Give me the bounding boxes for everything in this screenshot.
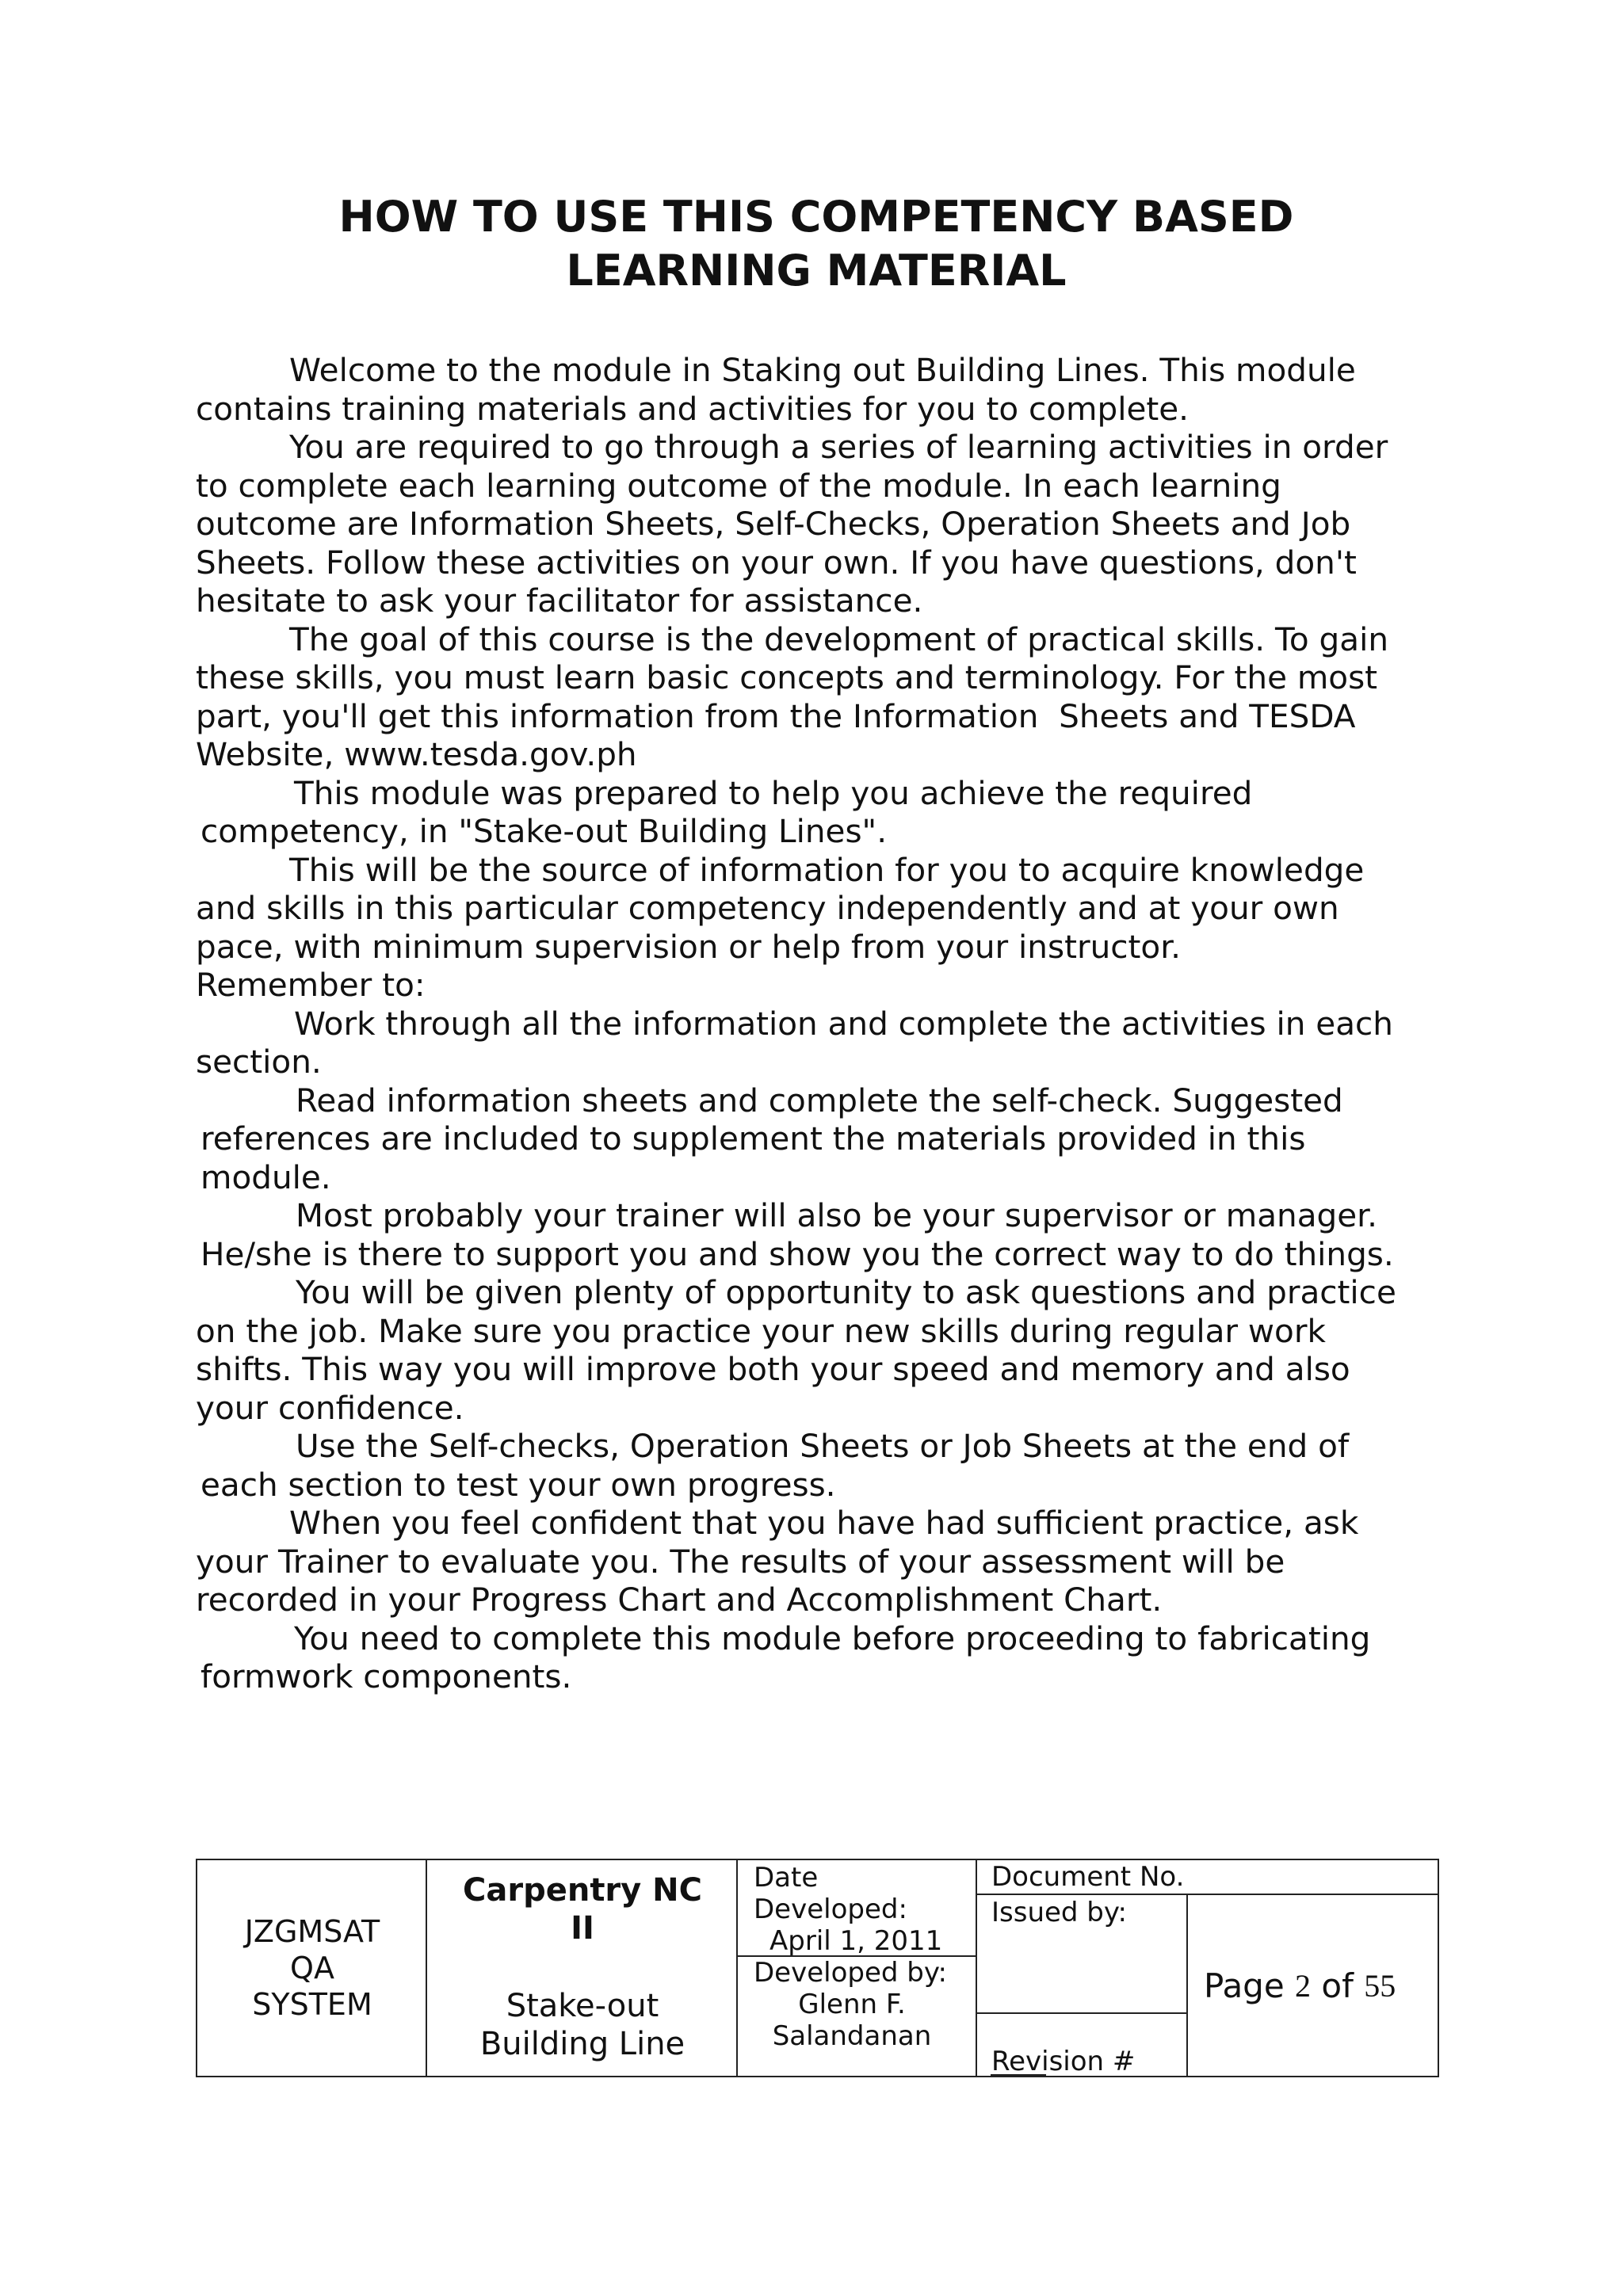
footer-table: [196, 1859, 1439, 2077]
page-title: [238, 190, 1395, 298]
org-line: JZGMSAT: [244, 1914, 380, 1949]
body-line: your confidence.: [196, 1388, 464, 1427]
body-line: You are required to go through a series of learning activities in order: [289, 428, 1388, 466]
page-current: 2: [1295, 1967, 1312, 2004]
page-number-cell: [1188, 1895, 1438, 2076]
body-line: recorded in your Progress Chart and Accomplishment Chart.: [196, 1581, 1163, 1619]
body-line: You will be given plenty of opportunity to ask questions and practice: [296, 1273, 1396, 1311]
developer-name: Glenn F.: [798, 1989, 906, 2020]
page-of: of: [1321, 1966, 1354, 2005]
course-title: [427, 1871, 738, 1947]
body-line: on the job. Make sure you practice your new skills during regular work: [196, 1311, 1326, 1350]
body-line: shifts. This way you will improve both your speed and memory and also: [196, 1350, 1350, 1388]
body-line: He/she is there to support you and show you the correct way to do things.: [200, 1234, 1394, 1273]
body-line: each section to test your own progress.: [200, 1465, 836, 1504]
document-no-label: Document No.: [991, 1861, 1185, 1893]
development-cell: [738, 1860, 977, 2076]
body-line: formwork components.: [200, 1657, 572, 1695]
body-line: Read information sheets and complete the self-check. Suggested: [296, 1081, 1343, 1119]
module-line: Building Line: [479, 2026, 685, 2062]
course-cell: [427, 1860, 738, 2076]
revision-underline: [991, 2074, 1046, 2077]
body-text: [196, 351, 1464, 1696]
body-line: contains training materials and activities for you to complete.: [196, 389, 1190, 428]
date-label: Date: [754, 1862, 819, 1894]
developed-by-label: Developed by:: [754, 1957, 947, 1989]
body-line: these skills, you must learn basic concepts and terminology. For the most: [196, 658, 1378, 696]
date-developed: [754, 1862, 942, 1957]
body-line: and skills in this particular competency independently and at your own: [196, 889, 1339, 927]
developer-name: Salandanan: [772, 2020, 932, 2052]
body-line: The goal of this course is the development of practical skills. To gain: [289, 620, 1388, 658]
developed-by: [754, 1957, 966, 2052]
module-title: [427, 1987, 738, 2063]
issued-revision-cell: [977, 1895, 1188, 2076]
body-line: This module was prepared to help you achieve the required: [294, 773, 1253, 812]
body-line: outcome are Information Sheets, Self-Checks, Operation Sheets and Job: [196, 505, 1351, 543]
body-line: part, you'll get this information from the Information Sheets and TESDA: [196, 696, 1356, 735]
date-value: April 1, 2011: [769, 1925, 943, 1957]
body-line: Use the Self-checks, Operation Sheets or Job Sheets at the end of: [296, 1427, 1350, 1465]
body-line: pace, with minimum supervision or help from your instructor.: [196, 927, 1182, 966]
course-line: II: [571, 1910, 594, 1947]
body-line: When you feel confident that you have had sufficient practice, ask: [289, 1504, 1359, 1542]
page-total: 55: [1364, 1967, 1396, 2004]
body-line: references are included to supplement the materials provided in this: [200, 1119, 1306, 1158]
document-no-cell: [977, 1860, 1438, 1895]
issued-by-label: Issued by:: [991, 1897, 1127, 1928]
body-line: You need to complete this module before proceeding to fabricating: [294, 1619, 1371, 1657]
org-cell: [197, 1860, 427, 2076]
body-line: your Trainer to evaluate you. The results of your assessment will be: [196, 1542, 1285, 1581]
body-line: hesitate to ask your facilitator for assistance.: [196, 582, 923, 620]
body-line: competency, in "Stake-out Building Lines".: [200, 812, 888, 850]
title-line-2: LEARNING MATERIAL: [566, 246, 1067, 296]
title-line-1: HOW TO USE THIS COMPETENCY BASED: [338, 192, 1294, 242]
course-line: Carpentry NC: [463, 1872, 702, 1909]
module-line: Stake-out: [506, 1988, 659, 2024]
body-line: Welcome to the module in Staking out Building Lines. This module: [289, 351, 1356, 389]
body-line: module.: [200, 1158, 331, 1196]
revision-label: Revision #: [991, 2046, 1136, 2077]
body-line: Website, www.tesda.gov.ph: [196, 735, 637, 773]
body-line: to complete each learning outcome of the module. In each learning: [196, 466, 1281, 505]
body-line: This will be the source of information for you to acquire knowledge: [289, 850, 1365, 889]
body-line: Work through all the information and complete the activities in each: [294, 1004, 1393, 1043]
date-label: Developed:: [754, 1894, 907, 1925]
body-line: Remember to:: [196, 966, 426, 1004]
body-line: section.: [196, 1043, 322, 1081]
org-line: QA: [290, 1951, 334, 1985]
page-label: Page: [1204, 1966, 1285, 2005]
body-line: Sheets. Follow these activities on your own. If you have questions, don't: [196, 543, 1357, 582]
org-line: SYSTEM: [252, 1987, 372, 2022]
body-line: Most probably your trainer will also be your supervisor or manager.: [296, 1196, 1377, 1234]
